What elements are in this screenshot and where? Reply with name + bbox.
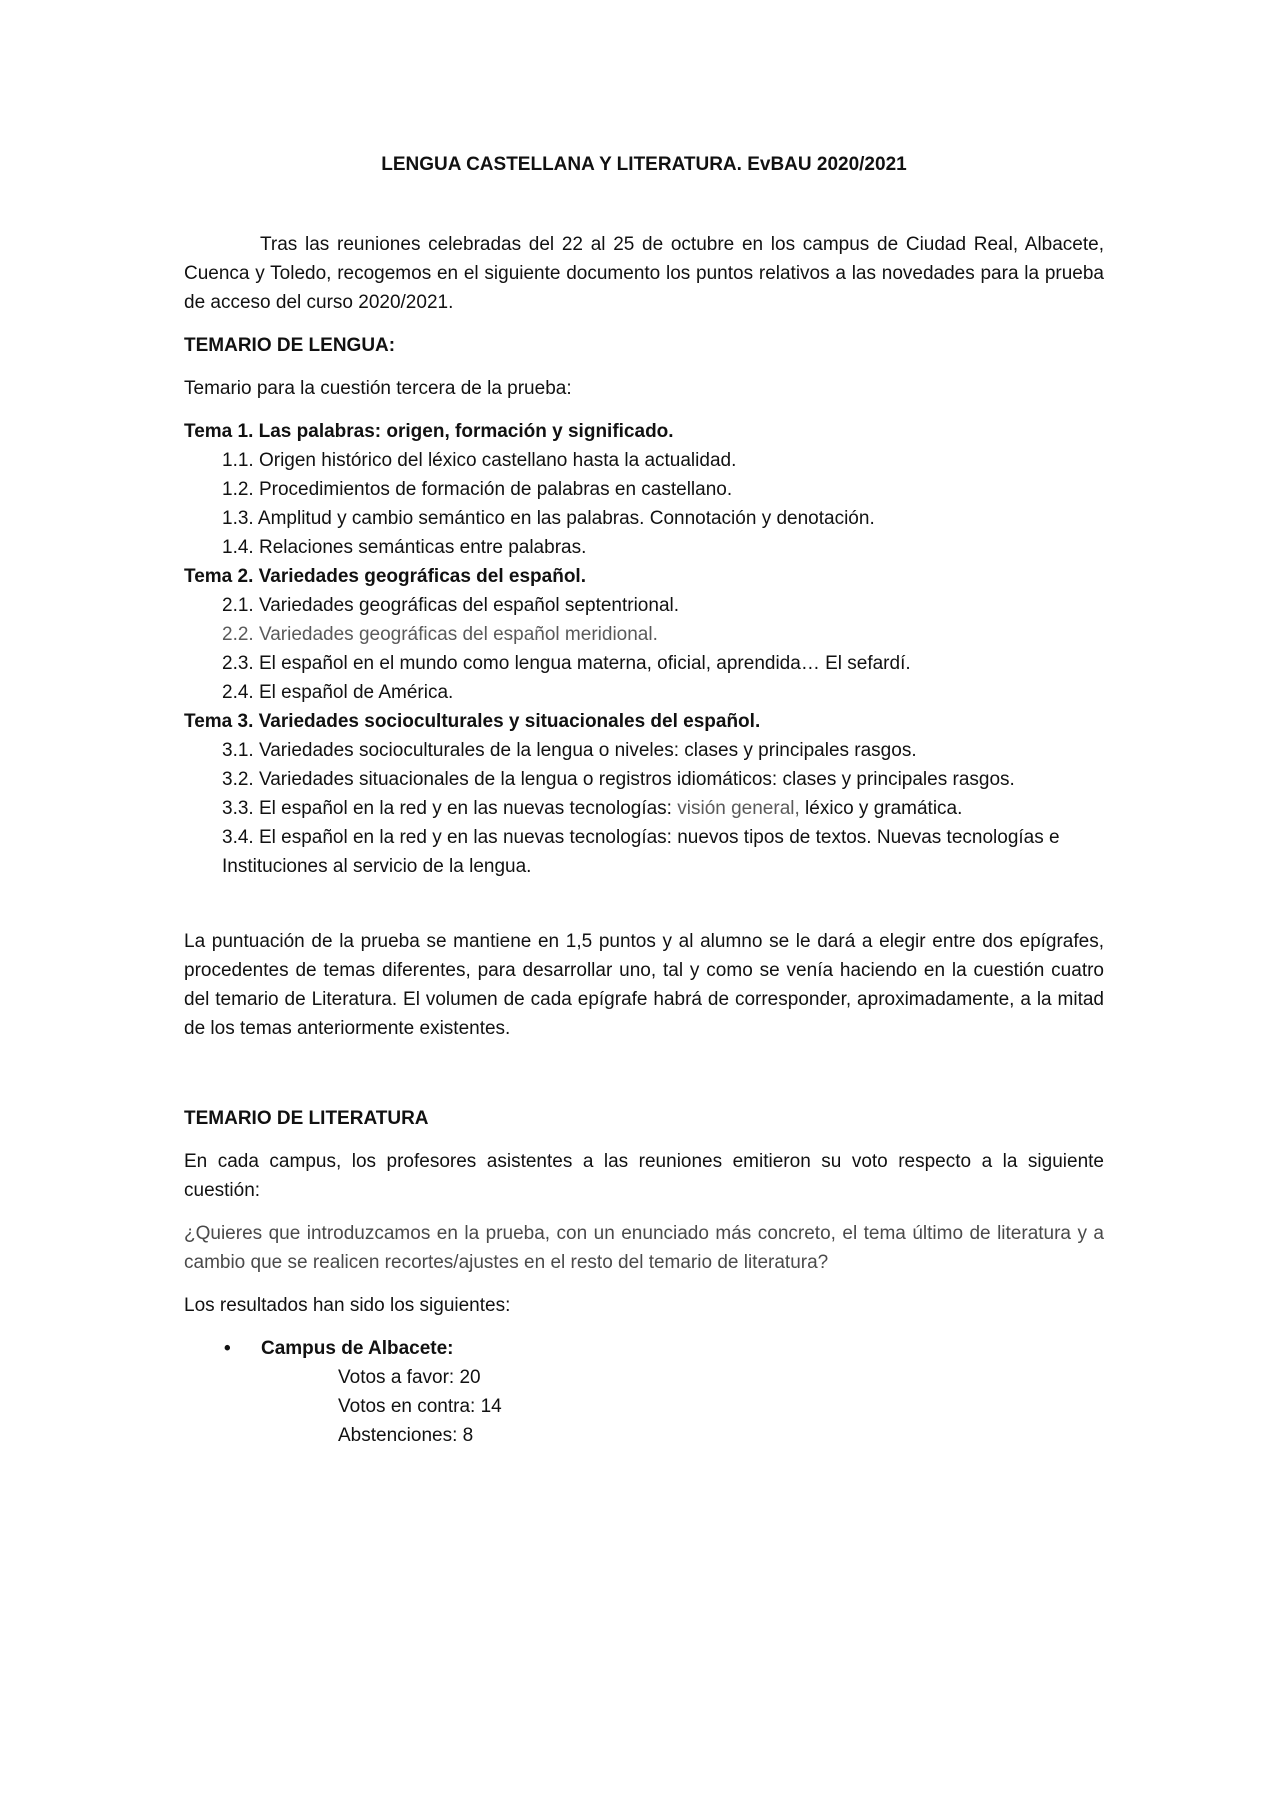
lengua-heading: TEMARIO DE LENGUA: <box>184 335 396 356</box>
topic-item: 2.3. El español en el mundo como lengua materna, oficial, aprendida… El sefardí. <box>222 653 911 674</box>
topic-item <box>184 794 1104 823</box>
topic-item: 1.2. Procedimientos de formación de palabras en castellano. <box>222 479 733 500</box>
topic-2-title: Tema 2. Variedades geográficas del español. <box>184 566 586 587</box>
topic-item: 2.1. Variedades geográficas del español septentrional. <box>222 595 680 616</box>
topic-1-title: Tema 1. Las palabras: origen, formación y significado. <box>184 421 674 442</box>
intro-paragraph: Tras las reuniones celebradas del 22 al 25 de octubre en los campus de Ciudad Real, Albacete, Cuenca y Toledo, recogemos en el siguiente documento los puntos relativos a las novedades para la prueba de acceso del curso 2020/2021. <box>184 234 1104 313</box>
topic-item-part: léxico y gramática. <box>799 798 963 819</box>
topic-item: 3.2. Variedades situacionales de la lengua o registros idiomáticos: clases y principales rasgos. <box>222 769 1015 790</box>
topic-item: 3.4. El español en la red y en las nuevas tecnologías: nuevos tipos de textos. Nuevas tecnologías e Instituciones al servicio de la lengua. <box>222 827 1060 877</box>
topic-item: 2.4. El español de América. <box>222 682 454 703</box>
bullet-icon: • <box>224 1338 231 1359</box>
topic-item: 2.2. Variedades geográficas del español meridional. <box>222 624 658 645</box>
campus-result <box>184 1334 1104 1363</box>
topic-item: 1.3. Amplitud y cambio semántico en las palabras. Connotación y denotación. <box>222 508 875 529</box>
literatura-lead: En cada campus, los profesores asistentes a las reuniones emitieron su voto respecto a la siguiente cuestión: <box>184 1151 1104 1201</box>
topic-item: 3.1. Variedades socioculturales de la lengua o niveles: clases y principales rasgos. <box>222 740 917 761</box>
scoring-paragraph: La puntuación de la prueba se mantiene en 1,5 puntos y al alumno se le dará a elegir entre dos epígrafes, procedentes de temas diferentes, para desarrollar uno, tal y como se venía haciendo en la cuestión cuatro del temario de Literatura. El volumen de cada epígrafe habrá de corresponder, aproximadamente, a la mitad de los temas anteriormente existentes. <box>184 931 1104 1039</box>
lengua-topic-list <box>184 417 1104 881</box>
survey-question: ¿Quieres que introduzcamos en la prueba, con un enunciado más concreto, el tema último de literatura y a cambio que se realicen recortes/ajustes en el resto del temario de literatura? <box>184 1223 1104 1273</box>
abstentions: Abstenciones: 8 <box>338 1425 474 1446</box>
results-lead: Los resultados han sido los siguientes: <box>184 1295 511 1316</box>
votes-contra: Votos en contra: 14 <box>338 1396 502 1417</box>
topic-item-part: visión general, <box>677 798 800 819</box>
topic-item: 1.1. Origen histórico del léxico castellano hasta la actualidad. <box>222 450 737 471</box>
lengua-lead: Temario para la cuestión tercera de la prueba: <box>184 378 572 399</box>
document-page <box>184 150 1104 1450</box>
topic-item-part: 3.3. El español en la red y en las nuevas tecnologías: <box>222 798 678 819</box>
literatura-heading: TEMARIO DE LITERATURA <box>184 1108 429 1129</box>
vote-counts <box>184 1363 1104 1450</box>
document-title: LENGUA CASTELLANA Y LITERATURA. EvBAU 2020/2021 <box>381 154 907 175</box>
campus-name: Campus de Albacete: <box>261 1338 454 1359</box>
topic-item: 1.4. Relaciones semánticas entre palabras. <box>222 537 587 558</box>
votes-favor: Votos a favor: 20 <box>338 1367 481 1388</box>
topic-3-title: Tema 3. Variedades socioculturales y situacionales del español. <box>184 711 761 732</box>
